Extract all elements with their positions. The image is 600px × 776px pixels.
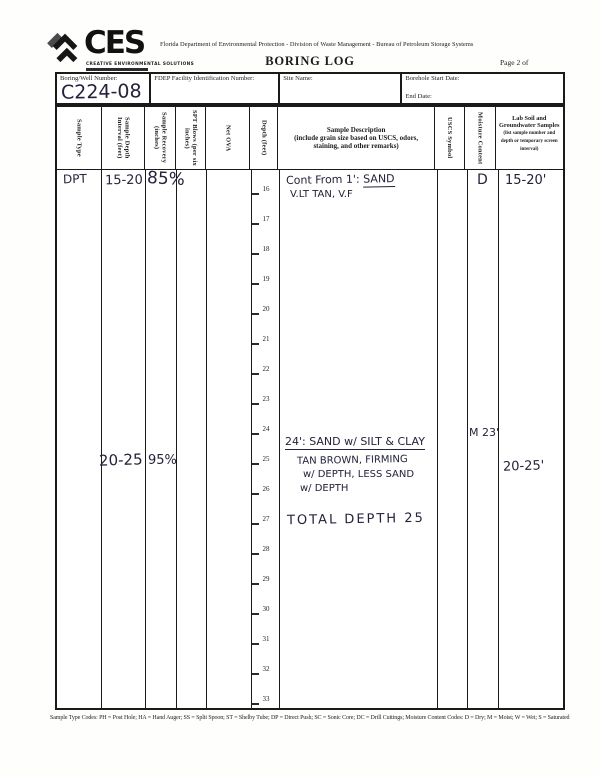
fdep-facility-id-field — [151, 74, 280, 103]
col-header-sample-depth-interval — [102, 107, 146, 169]
depth-tick — [252, 673, 259, 675]
entry1-desc-prefix: Cont From 1': — [285, 172, 364, 187]
entry1-recovery: 85% — [146, 168, 186, 190]
grid-line — [206, 170, 207, 708]
entry2-description-line2: TAN BROWN, FIRMING — [296, 454, 408, 467]
depth-number: 32 — [262, 665, 270, 673]
entry2-interval: 20-25 — [98, 450, 143, 470]
info-row — [55, 72, 565, 105]
depth-number: 30 — [262, 605, 270, 613]
depth-tick — [252, 373, 259, 375]
depth-tick — [252, 523, 259, 525]
depth-number: 17 — [262, 215, 270, 223]
agency-line: Florida Department of Environmental Protection - Division of Waste Management - Bureau of Petroleum Storage Systems — [160, 41, 474, 48]
sample-type-codes-line: Sample Type Codes: PH = Post Hole; HA = Hand Auger; SS = Split Spoon; ST = Shelby Tube; DP = Direct Push; SC = Sonic Core; DC = Drill Cuttings; Moisture Content Codes: D = Dry; M = Moist; W = Wet; S = Saturated — [50, 715, 570, 721]
entry2-description-line4: w/ DEPTH — [300, 483, 349, 494]
total-depth-note: TOTAL DEPTH 25 — [286, 510, 425, 529]
entry1-desc-underlined: SAND — [363, 172, 395, 186]
table-header-row — [57, 107, 563, 170]
entry2-lab-sample: 20-25' — [502, 458, 545, 475]
depth-number: 26 — [262, 485, 270, 493]
entry1-lab-sample: 15-20' — [505, 173, 547, 188]
logo-tagline: CREATIVE ENVIRONMENTAL SOLUTIONS — [86, 62, 195, 67]
depth-tick — [252, 463, 259, 465]
table-body — [57, 170, 563, 708]
col-header-sample-depth-interval-label: Sample Depth Interval (feet) — [115, 117, 131, 159]
logo-text: CES — [84, 25, 145, 61]
sample-description-subtitle: (include grain size based on USCS, odors, staining, and other remarks) — [294, 134, 419, 150]
borehole-dates-field — [402, 74, 563, 103]
depth-number: 27 — [262, 515, 270, 523]
col-header-lab-samples — [496, 107, 563, 169]
boring-well-number-label: Boring/Well Number: — [60, 75, 118, 82]
depth-number: 16 — [262, 185, 270, 193]
depth-tick — [252, 613, 259, 615]
form-title: BORING LOG — [265, 54, 355, 68]
boring-well-number-field — [57, 74, 151, 103]
grid-line — [437, 170, 438, 708]
depth-number: 23 — [262, 395, 270, 403]
sample-description-title: Sample Description — [326, 126, 386, 134]
col-header-moisture-content — [465, 107, 496, 169]
site-name-label: Site Name: — [283, 75, 313, 82]
boring-well-number-value: C224-08 — [60, 80, 142, 104]
grid-line — [176, 170, 177, 708]
depth-tick — [252, 643, 259, 645]
entry1-moisture: D — [477, 172, 488, 188]
col-header-sample-description — [278, 107, 435, 169]
depth-number: 19 — [262, 275, 270, 283]
depth-number: 22 — [262, 365, 270, 373]
depth-number: 24 — [262, 425, 270, 433]
entry2-desc-line1-text: 24': SAND w/ SILT & CLAY — [285, 435, 425, 448]
depth-tick — [252, 433, 259, 435]
page-number-label: Page 2 of — [500, 58, 529, 67]
col-header-spt-blows — [176, 107, 206, 169]
depth-number: 28 — [262, 545, 270, 553]
col-header-sample-type — [57, 107, 102, 169]
col-header-moisture-content-label: Moisture Content — [476, 111, 484, 165]
col-header-uscs-symbol — [435, 107, 465, 169]
col-header-uscs-symbol-label: USCS Symbol — [446, 117, 454, 159]
depth-number: 21 — [262, 335, 270, 343]
borehole-start-date-label: Borehole Start Date: — [405, 75, 460, 82]
fdep-facility-id-label: FDEP Facility Identification Number: — [154, 75, 255, 82]
entry2-recovery: 95% — [148, 453, 177, 468]
depth-tick — [252, 223, 259, 225]
depth-number: 18 — [262, 245, 270, 253]
entry2-description-line3: w/ DEPTH, LESS SAND — [303, 469, 415, 480]
depth-tick — [252, 343, 259, 345]
depth-number: 20 — [262, 305, 270, 313]
depth-tick — [252, 283, 259, 285]
col-header-sample-type-label: Sample Type — [75, 119, 83, 157]
col-header-depth — [250, 107, 278, 169]
col-header-net-ova — [206, 107, 251, 169]
depth-tick — [252, 403, 259, 405]
depth-tick — [252, 583, 259, 585]
depth-tick — [252, 193, 259, 195]
grid-line — [498, 170, 499, 708]
lab-samples-title: Lab Soil and Groundwater Samples — [499, 115, 560, 129]
entry1-description-line1 — [286, 173, 395, 186]
lab-samples-subtitle: (list sample number and depth or temporary screen interval) — [500, 131, 558, 152]
end-date-label: End Date: — [405, 93, 432, 100]
entry1-interval: 15-20 — [104, 172, 143, 189]
depth-tick — [252, 553, 259, 555]
col-header-net-ova-label: Net OVA — [224, 124, 232, 152]
col-header-depth-label: Depth (feet) — [260, 120, 268, 156]
col-header-spt-blows-label: SPT Blows (per six inches) — [183, 110, 198, 166]
depth-number: 25 — [262, 455, 270, 463]
grid-line — [101, 170, 102, 708]
col-header-sample-recovery-label: Sample Recovery (inches) — [153, 112, 168, 164]
depth-tick — [252, 253, 259, 255]
depth-number: 29 — [262, 575, 270, 583]
depth-tick — [252, 703, 259, 705]
depth-tick — [252, 493, 259, 495]
grid-line — [467, 170, 468, 708]
entry2-description-line1 — [285, 436, 425, 447]
entry2-moisture: M 23' — [469, 426, 500, 439]
depth-number: 31 — [262, 635, 270, 643]
grid-line — [145, 170, 146, 708]
site-name-field — [280, 74, 402, 103]
col-header-sample-recovery — [145, 107, 176, 169]
depth-tick — [252, 313, 259, 315]
depth-scale — [252, 170, 280, 708]
depth-number: 33 — [262, 695, 270, 703]
entry1-description-line2: V.LT TAN, V.F — [290, 189, 353, 200]
boring-log-table — [55, 105, 565, 710]
entry1-sample-type: DPT — [62, 171, 88, 187]
